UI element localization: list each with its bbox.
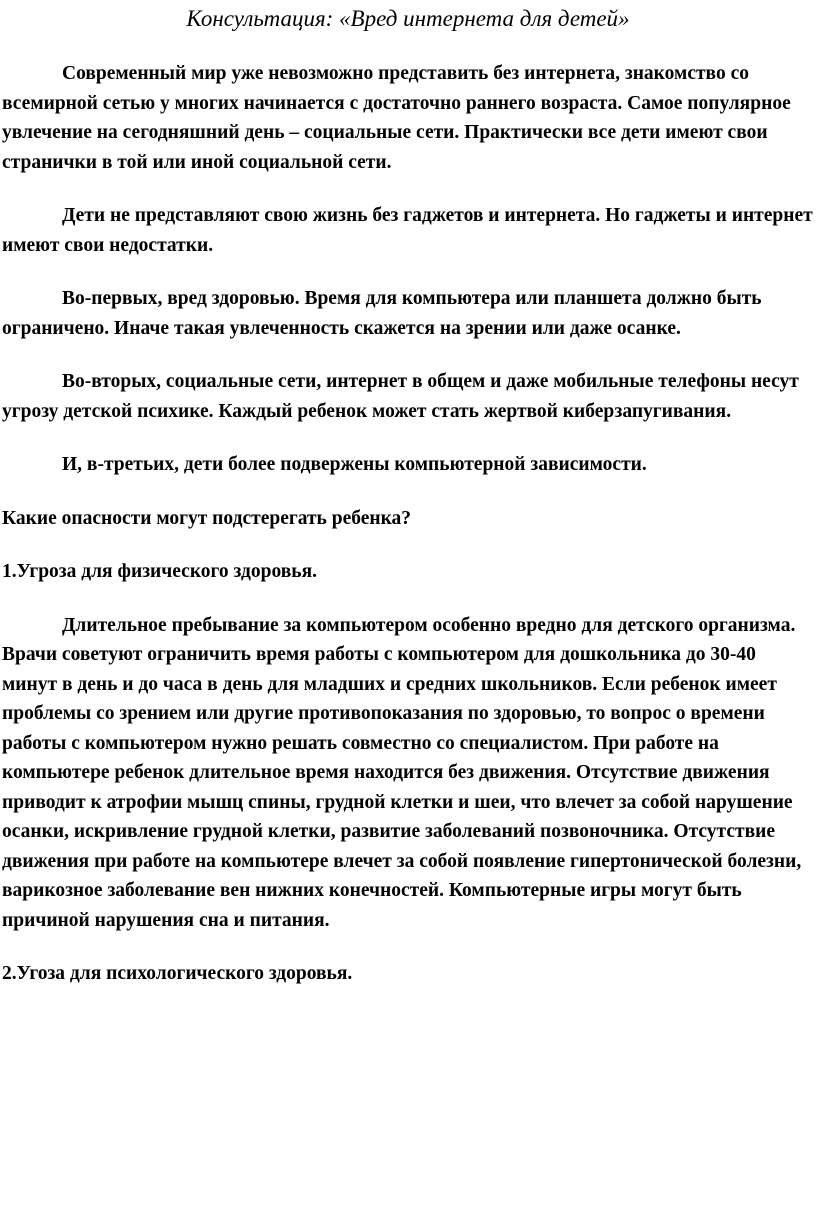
document-title: Консультация: «Вред интернета для детей» bbox=[186, 6, 630, 31]
section-1-text: Длительное пребывание за компьютером особенно вредно для детского организма. Врачи советуют ограничить время работы с компьютером для дошкольника до 30-40 минут в день и до часа в день для младших и средних школьников. Если ребенок имеет проблемы со зрением или другие противопоказания по здоровью, то вопрос о времени работы с компьютером нужно решать совместно со специалистом. При работе на компьютере ребенок длительное время находится без движения. Отсутствие движения приводит к атрофии мышц спины, грудной клетки и шеи, что влечет за собой нарушение осанки, искривление грудной клетки, развитие заболеваний позвоночника. Отсутствие движения при работе на компьютере влечет за собой появление гипертонической болезни, варикозное заболевание вен нижних конечностей. Компьютерные игры могут быть причиной нарушения сна и питания. bbox=[2, 614, 802, 931]
section-1-heading: 1.Угроза для физического здоровья. bbox=[2, 561, 318, 582]
paragraph-third-harm: И, в-третьих, дети более подвержены компьютерной зависимости. bbox=[62, 454, 647, 475]
paragraph-first-harm: Во-первых, вред здоровью. Время для компьютера или планшета должно быть ограничено. Иначе такая увлеченность скажется на зрении или даже осанке. bbox=[2, 288, 762, 339]
dangers-question: Какие опасности могут подстерегать ребенка? bbox=[2, 507, 412, 529]
paragraph-gadgets: Дети не представляют свою жизнь без гаджетов и интернета. Но гаджеты и интернет имеют свои недостатки. bbox=[2, 205, 813, 256]
paragraph-intro: Современный мир уже невозможно представить без интернета, знакомство со всемирной сетью у многих начинается с достаточно раннего возраста. Самое популярное увлечение на сегодняшний день – социальные сети. Практически все дети имеют свои странички в той или иной социальной сети. bbox=[2, 63, 791, 173]
section-2-heading: 2.Угоза для психологического здоровья. bbox=[2, 963, 353, 984]
paragraph-second-harm: Во-вторых, социальные сети, интернет в общем и даже мобильные телефоны несут угрозу детской психике. Каждый ребенок может стать жертвой киберзапугивания. bbox=[2, 371, 799, 422]
